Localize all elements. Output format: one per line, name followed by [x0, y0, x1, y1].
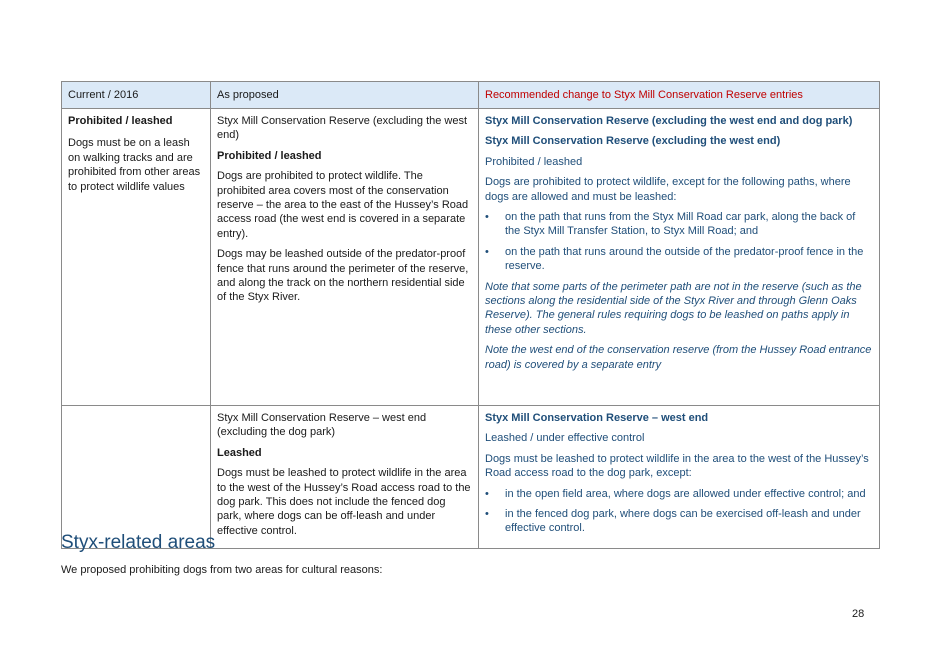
list-item-text: in the open field area, where dogs are allowed under effective control; and	[505, 487, 866, 500]
recommended-bullet-list	[485, 487, 873, 536]
table-row	[62, 406, 880, 549]
cell-current	[62, 109, 211, 406]
list-item	[485, 507, 873, 536]
cell-current-empty	[62, 406, 211, 549]
list-item	[485, 487, 873, 501]
proposed-paragraph: Dogs must be leashed to protect wildlife in the area to the west of the Hussey’s Road access road to the dog park. This does not include the fenced dog park, where dogs can be off-leash and under effective control.	[217, 467, 471, 537]
list-item-text: in the fenced dog park, where dogs can be exercised off-leash and under effective control.	[505, 508, 861, 535]
proposed-rule: Leashed	[217, 446, 262, 459]
recommended-intro: Dogs must be leashed to protect wildlife in the area to the west of the Hussey’s Road access road to the dog park, except:	[485, 452, 869, 480]
proposed-paragraph: Dogs may be leashed outside of the predator-proof fence that runs around the perimeter of the reserve, and along the track on the northern residential side of the Styx River.	[217, 248, 469, 304]
recommended-rule: Prohibited / leashed	[485, 155, 583, 168]
recommended-rule: Leashed / under effective control	[485, 432, 645, 445]
section-intro: We proposed prohibiting dogs from two areas for cultural reasons:	[61, 564, 383, 576]
recommended-intro: Dogs are prohibited to protect wildlife, except for the following paths, where dogs are allowed and must be leashed:	[485, 176, 851, 203]
dog-rules-table	[61, 81, 880, 549]
cell-recommended	[479, 109, 880, 406]
proposed-area: Styx Mill Conservation Reserve – west end (excluding the dog park)	[217, 412, 427, 439]
bullet-icon: •	[485, 487, 489, 500]
list-item	[485, 210, 873, 239]
recommended-area: Styx Mill Conservation Reserve – west end	[485, 412, 709, 424]
cell-recommended	[479, 406, 880, 549]
list-item	[485, 245, 873, 274]
current-text: Dogs must be on a leash on walking tracks and are prohibited from other areas to protect wildlife values	[68, 137, 201, 193]
recommended-area-revised: Styx Mill Conservation Reserve (excluding the west end)	[485, 135, 781, 148]
bullet-icon: •	[485, 245, 489, 258]
list-item-text: on the path that runs from the Styx Mill Road car park, along the back of the Styx Mill Transfer Station, to Styx Mill Road; and	[505, 211, 856, 238]
current-rule: Prohibited / leashed	[68, 115, 173, 127]
table-row	[62, 109, 880, 406]
bullet-icon: •	[485, 508, 489, 521]
proposed-area: Styx Mill Conservation Reserve (excluding the west end)	[217, 115, 468, 142]
bullet-icon: •	[485, 211, 489, 224]
list-item-text: on the path that runs around the outside of the predator-proof fence in the reserve.	[505, 245, 864, 273]
section-heading: Styx-related areas	[61, 532, 216, 553]
header-current: Current / 2016	[62, 82, 211, 109]
table-header-row	[62, 82, 880, 109]
header-proposed: As proposed	[211, 82, 479, 109]
recommended-note: Note the west end of the conservation reserve (from the Hussey Road entrance road) is covered by a separate entry	[485, 344, 872, 371]
cell-proposed	[211, 406, 479, 549]
proposed-paragraph: Dogs are prohibited to protect wildlife. The prohibited area covers most of the conservation reserve – the area to the east of the Hussey’s Road access road (the west end is covered in a separate entry).	[217, 170, 469, 240]
recommended-area-original: Styx Mill Conservation Reserve (excluding the west end and dog park)	[485, 115, 853, 127]
proposed-rule: Prohibited / leashed	[217, 149, 322, 162]
recommended-note: Note that some parts of the perimeter path are not in the reserve (such as the sections along the residential side of the Styx River and through Glenn Oaks Reserve). The general rules requiring dogs to be leashed on paths apply in these other sections.	[485, 280, 862, 336]
header-recommended: Recommended change to Styx Mill Conservation Reserve entries	[479, 82, 880, 109]
page-number: 28	[852, 608, 865, 620]
cell-proposed	[211, 109, 479, 406]
recommended-bullet-list	[485, 210, 873, 274]
